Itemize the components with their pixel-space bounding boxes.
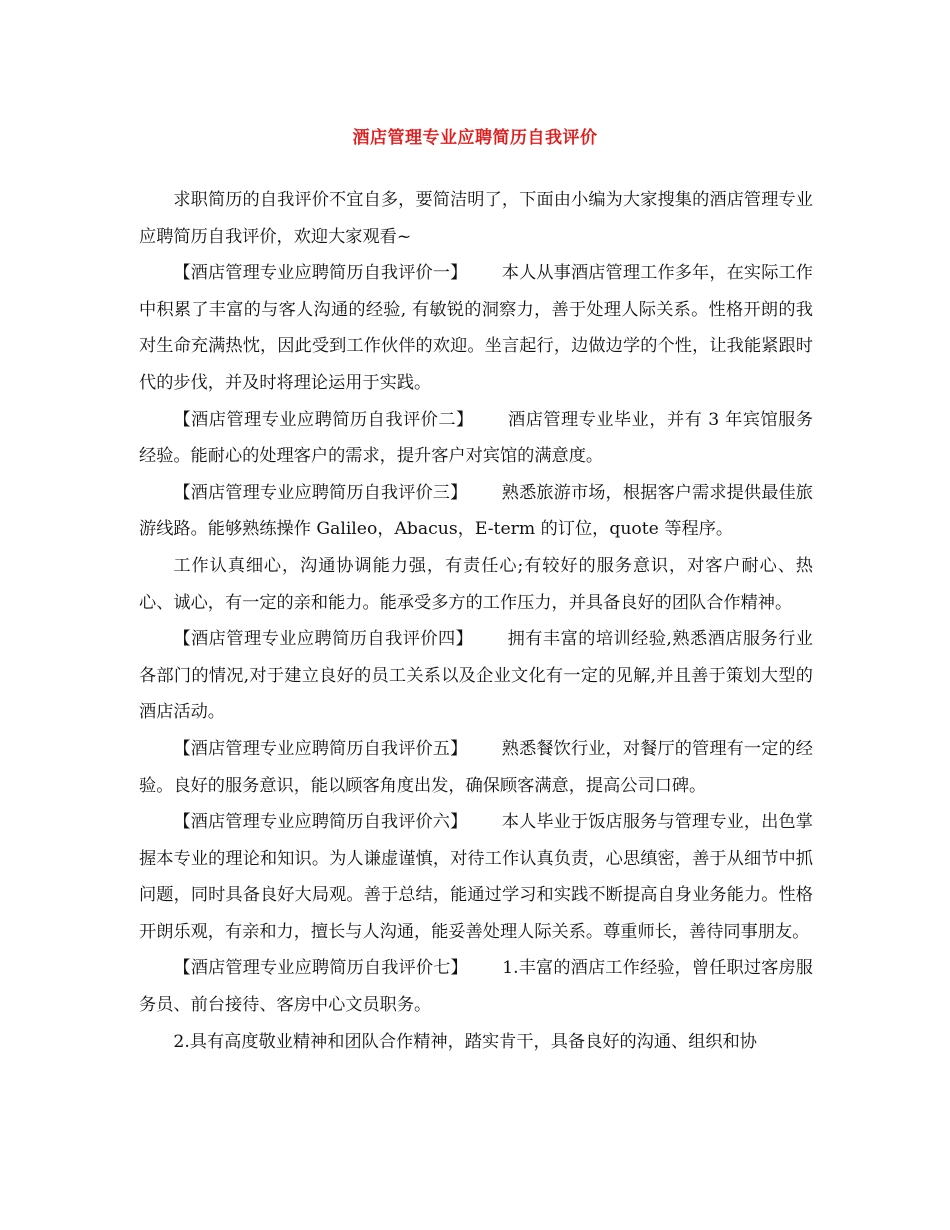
section-heading-7: 【酒店管理专业应聘简历自我评价七】 (173, 958, 468, 979)
intro-paragraph: 求职简历的自我评价不宜自多，要简洁明了，下面由小编为大家搜集的酒店管理专业应聘简历自我评价，欢迎大家观看~ (139, 190, 813, 247)
section-text-2: 酒店管理专业毕业，并有 3 年宾馆服务经验。能耐心的处理客户的需求，提升客户对宾馆的满意度。 (139, 409, 813, 467)
section-paragraph-1 (139, 255, 813, 401)
section-heading-2: 【酒店管理专业应聘简历自我评价二】 (173, 409, 474, 430)
section-paragraph-2 (139, 402, 813, 475)
section-heading-1: 【酒店管理专业应聘简历自我评价一】 (173, 263, 468, 284)
document-title: 酒店管理专业应聘简历自我评价 (352, 128, 598, 148)
section-text-3-continued: 工作认真细心，沟通协调能力强，有责任心;有较好的服务意识，对客户耐心、热心、诚心，有一定的亲和能力。能承受多方的工作压力，并具备良好的团队合作精神。 (139, 555, 813, 613)
section-paragraph-5 (139, 731, 813, 804)
section-paragraph-3 (139, 475, 813, 548)
section-paragraph-7-continued (139, 1024, 813, 1061)
section-paragraph-3-continued (139, 548, 813, 621)
section-heading-4: 【酒店管理专业应聘简历自我评价四】 (173, 629, 474, 650)
section-text-5: 熟悉餐饮行业，对餐厅的管理有一定的经验。良好的服务意识，能以顾客角度出发，确保顾客满意，提高公司口碑。 (139, 738, 813, 796)
section-paragraph-7 (139, 950, 813, 1023)
section-heading-3: 【酒店管理专业应聘简历自我评价三】 (173, 482, 468, 503)
section-heading-6: 【酒店管理专业应聘简历自我评价六】 (173, 812, 468, 833)
section-text-3: 熟悉旅游市场，根据客户需求提供最佳旅游线路。能够熟练操作 Galileo，Abacus，E-term 的订位，quote 等程序。 (139, 482, 813, 540)
section-text-7-continued: 2.具有高度敬业精神和团队合作精神，踏实肯干，具备良好的沟通、组织和协 (173, 1031, 757, 1052)
section-text-7: 1.丰富的酒店工作经验，曾任职过客房服务员、前台接待、客房中心文员职务。 (139, 958, 813, 1016)
section-text-1: 本人从事酒店管理工作多年，在实际工作中积累了丰富的与客人沟通的经验, 有敏锐的洞察力，善于处理人际关系。性格开朗的我对生命充满热忱，因此受到工作伙伴的欢迎。坐言起行，边做边学的个性，让我能紧跟时代的步伐，并及时将理论运用于实践。 (139, 263, 813, 393)
section-text-6: 本人毕业于饭店服务与管理专业，出色掌握本专业的理论和知识。为人谦虚谨慎，对待工作认真负责，心思缜密，善于从细节中抓问题，同时具备良好大局观。善于总结，能通过学习和实践不断提高自身业务能力。性格开朗乐观，有亲和力，擅长与人沟通，能妥善处理人际关系。尊重师长，善待同事朋友。 (139, 812, 813, 942)
section-paragraph-4 (139, 621, 813, 731)
section-paragraph-6 (139, 804, 813, 950)
document-body (139, 182, 813, 1060)
section-text-4: 拥有丰富的培训经验,熟悉酒店服务行业各部门的情况,对于建立良好的员工关系以及企业文化有一定的见解,并且善于策划大型的酒店活动。 (139, 629, 813, 723)
section-heading-5: 【酒店管理专业应聘简历自我评价五】 (173, 738, 468, 759)
